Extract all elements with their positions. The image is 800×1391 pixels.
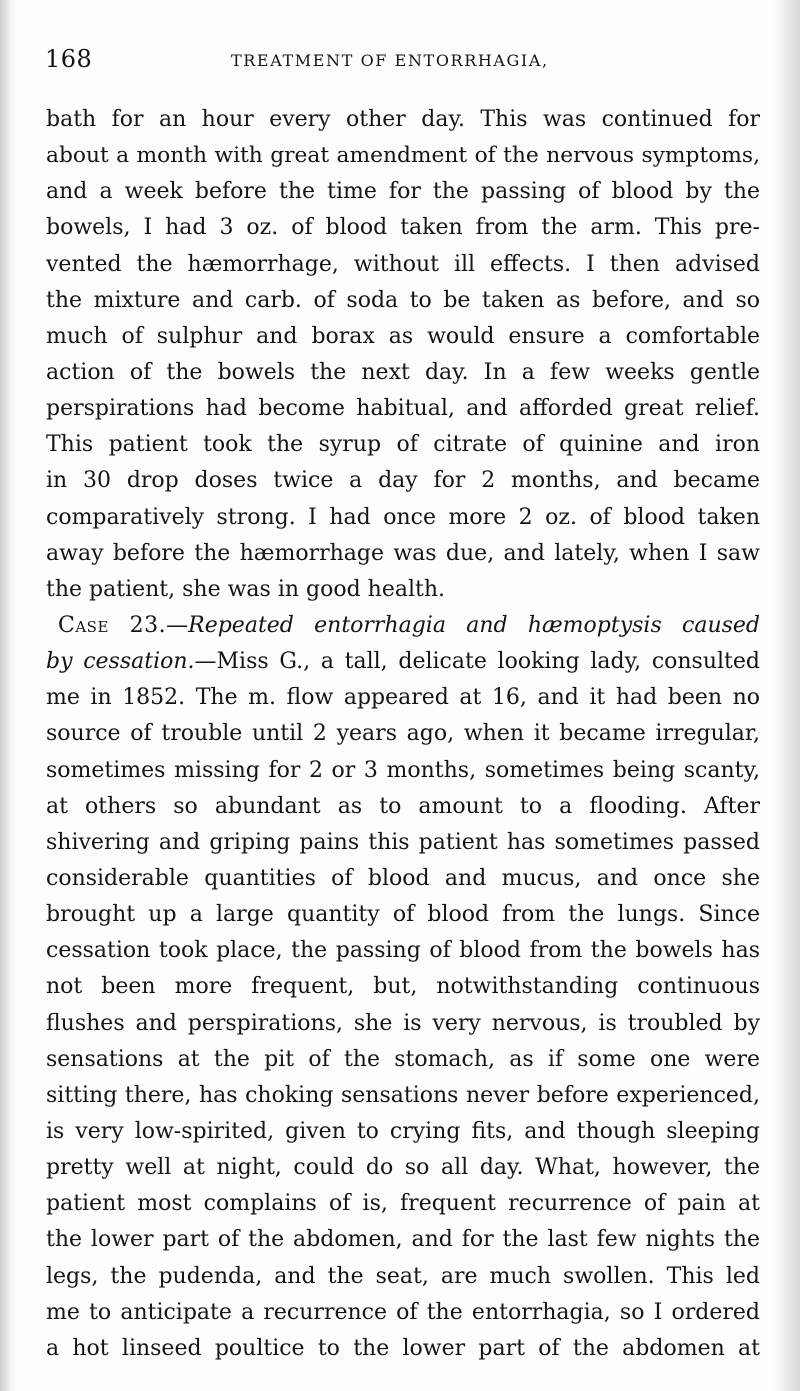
page-gutter-shadow	[0, 0, 16, 1391]
text-line: This patient took the syrup of citrate of quinine and iron	[46, 432, 760, 458]
text-line: legs, the pudenda, and the seat, are much swollen. This led	[46, 1263, 760, 1289]
text-line: the patient, she was in good health.	[46, 576, 446, 602]
text-line: action of the bowels the next day. In a few weeks gentle	[46, 359, 760, 385]
page-number: 168	[45, 45, 93, 73]
case-heading-line	[46, 644, 760, 680]
case-title: Repeated entorrhagia and hæmoptysis caused	[188, 612, 760, 638]
case-label: Case 23.	[58, 612, 167, 638]
text-line: much of sulphur and borax as would ensure a comfortable	[46, 323, 760, 349]
running-head: TREATMENT OF ENTORRHAGIA,	[231, 51, 549, 70]
text-line: brought up a large quantity of blood from the lungs. Since	[46, 902, 760, 928]
text-line: vented the hæmorrhage, without ill effects. I then advised	[46, 251, 760, 277]
text-line: me to anticipate a recurrence of the entorrhagia, so I ordered	[46, 1299, 760, 1325]
case-heading-line	[46, 608, 760, 644]
text-line: sometimes missing for 2 or 3 months, sometimes being scanty,	[46, 757, 760, 783]
text-line: patient most complains of is, frequent recurrence of pain at	[46, 1191, 760, 1217]
text-line: considerable quantities of blood and mucus, and once she	[46, 865, 760, 891]
text-line: away before the hæmorrhage was due, and lately, when I saw	[46, 540, 760, 566]
text-line: bowels, I had 3 oz. of blood taken from the arm. This pre-	[46, 215, 760, 241]
text-line: source of trouble until 2 years ago, when it became irregular,	[46, 721, 760, 747]
text-line: pretty well at night, could do so all day. What, however, the	[46, 1155, 760, 1181]
text-line: about a month with great amendment of the nervous symptoms,	[46, 143, 760, 169]
text-line: not been more frequent, but, notwithstanding continuous	[46, 974, 760, 1000]
text-line: at others so abundant as to amount to a flooding. After	[46, 793, 760, 819]
text-line: shivering and griping pains this patient has sometimes passed	[46, 829, 760, 855]
text-line: sitting there, has choking sensations never before experienced,	[46, 1082, 760, 1108]
case-dash: —	[166, 612, 189, 638]
case-title-continued: by cessation.	[46, 649, 195, 675]
text-line: and a week before the time for the passing of blood by the	[46, 179, 760, 205]
text-line: a hot linseed poultice to the lower part of the abdomen at	[46, 1335, 760, 1361]
case-intro-text: —Miss G., a tall, delicate looking lady, consulted	[194, 649, 760, 675]
text-line: cessation took place, the passing of blood from the bowels has	[46, 938, 760, 964]
text-line: the mixture and carb. of soda to be taken as before, and so	[46, 287, 760, 313]
text-line: is very low-spirited, given to crying fits, and though sleeping	[46, 1118, 760, 1144]
page-header	[45, 44, 760, 76]
page-edge-shadow	[774, 0, 800, 1391]
text-line: in 30 drop doses twice a day for 2 months, and became	[46, 468, 760, 494]
text-line: the lower part of the abdomen, and for the last few nights the	[46, 1227, 760, 1253]
text-line: perspirations had become habitual, and afforded great relief.	[46, 396, 760, 422]
text-line: me in 1852. The m. flow appeared at 16, and it had been no	[46, 685, 760, 711]
text-line: bath for an hour every other day. This was continued for	[46, 107, 760, 132]
text-line: comparatively strong. I had once more 2 oz. of blood taken	[46, 504, 760, 530]
text-line: sensations at the pit of the stomach, as if some one were	[46, 1046, 760, 1072]
body-text	[46, 102, 760, 1367]
text-line: flushes and perspirations, she is very nervous, is troubled by	[46, 1010, 760, 1036]
